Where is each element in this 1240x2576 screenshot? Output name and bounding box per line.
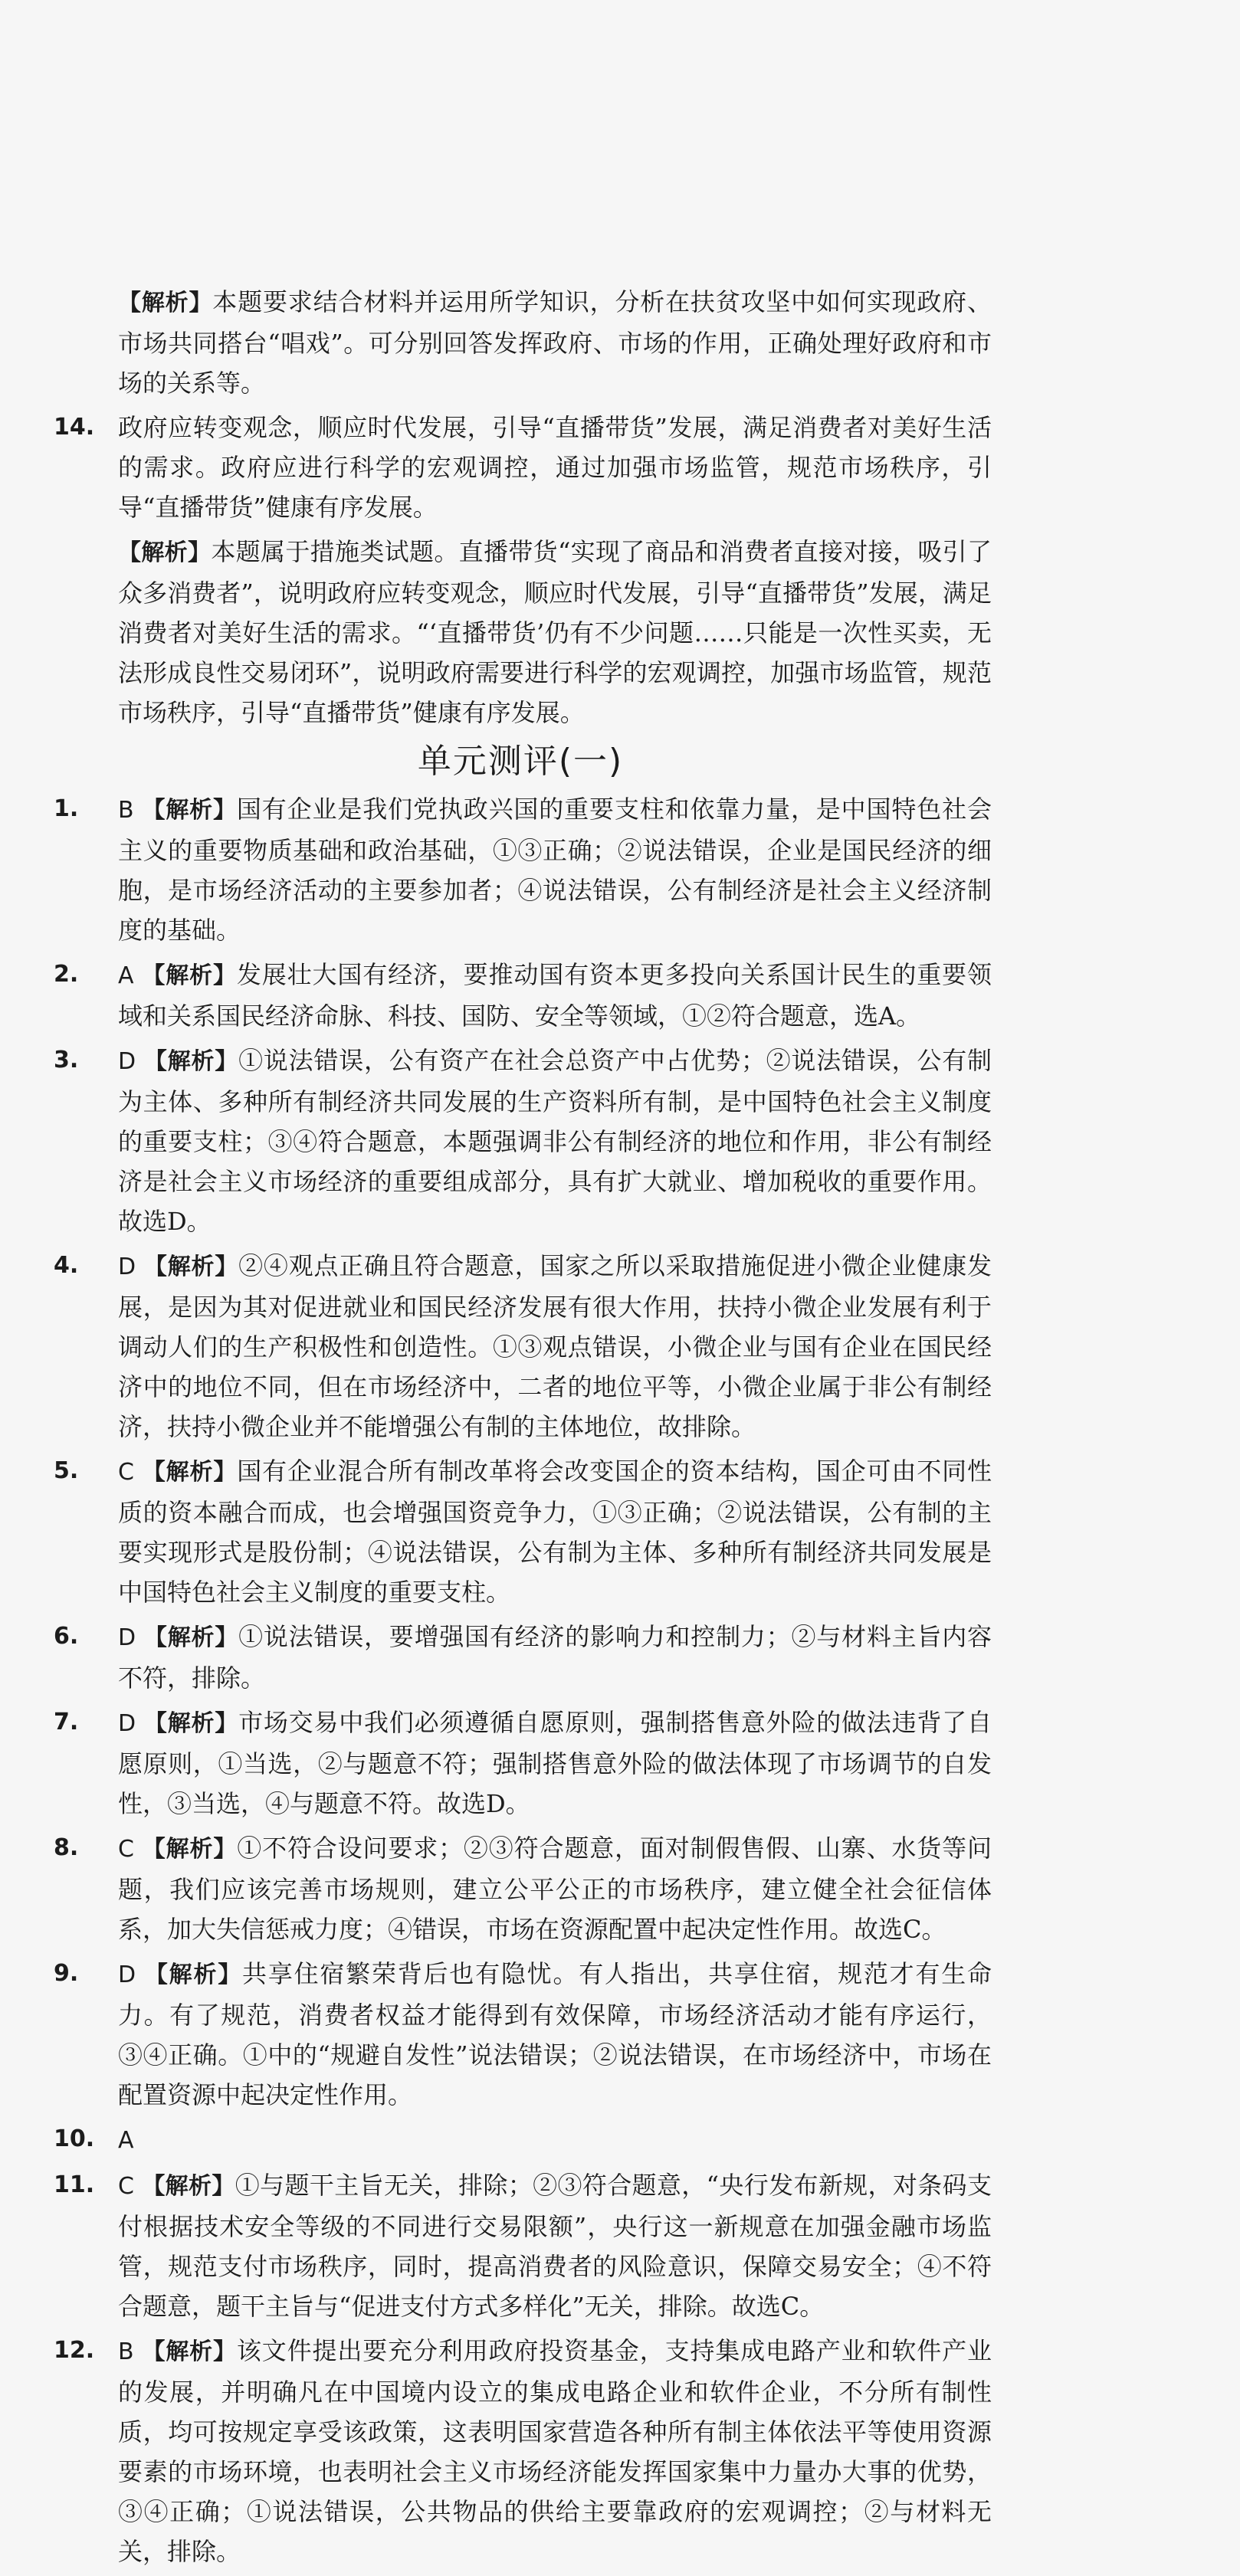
explanation-label: 【解析】 — [143, 1048, 239, 1075]
explanation-text: ①不符合设问要求；②③符合题意，面对制假售假、山寨、水货等问题，我们应该完善市场规则，建立公平公正的市场秩序，建立健全社会征信体系，加大失信惩戒力度；④错误，市场在资源配置中起决定性作用。故选C。 — [118, 1834, 992, 1944]
explanation-label: 【解析】 — [141, 1459, 238, 1486]
answer-item-12 — [49, 2331, 992, 2571]
explanation-text: ①说法错误，公有资产在社会总资产中占优势；②说法错误，公有制为主体、多种所有制经济共同发展的生产资料所有制，是中国特色社会主义制度的重要支柱；③④符合题意，本题强调非公有制经济的地位和作用，非公有制经济是社会主义市场经济的重要组成部分，具有扩大就业、增加税收的重要作用。故选D。 — [118, 1046, 992, 1236]
answer-item-9 — [49, 1954, 992, 2115]
question-number: 9. — [54, 1960, 79, 1987]
answer-choice: D — [118, 1710, 136, 1737]
answer-choice: D — [118, 1048, 136, 1075]
explanation-label: 【解析】 — [141, 962, 237, 989]
explanation-text: 国有企业混合所有制改革将会改变国企的资本结构，国企可由不同性质的资本融合而成，也会增强国资竞争力，①③正确；②说法错误，公有制的主要实现形式是股份制；④说法错误，公有制为主体、多种所有制经济共同发展是中国特色社会主义制度的重要支柱。 — [118, 1457, 992, 1607]
question-number: 14. — [54, 414, 95, 441]
explanation-label: 【解析】 — [143, 1710, 239, 1737]
answer-item-3 — [49, 1041, 992, 1241]
explanation-label: 【解析】 — [118, 539, 212, 566]
explanation-text: 市场交易中我们必须遵循自愿原则，强制搭售意外险的做法违背了自愿原则，①当选，②与题意不符；强制搭售意外险的做法体现了市场调节的自发性，③当选，④与题意不符。故选D。 — [118, 1708, 992, 1818]
question-number: 6. — [54, 1623, 79, 1650]
explanation-label: 【解析】 — [141, 2338, 237, 2365]
explanation-label: 【解析】 — [143, 1624, 239, 1651]
question-number: 10. — [54, 2125, 95, 2152]
question-number: 8. — [54, 1834, 79, 1861]
answer-item-6 — [49, 1617, 992, 1698]
answer-choice: D — [118, 1624, 136, 1651]
intro-explanation — [49, 282, 992, 403]
explanation-text: 共享住宿繁荣背后也有隐忧。有人指出，共享住宿，规范才有生命力。有了规范，消费者权益才能得到有效保障，市场经济活动才能有序运行，③④正确。①中的“规避自发性”说法错误；②说法错误，在市场经济中，市场在配置资源中起决定性作用。 — [118, 1959, 992, 2109]
question-number: 5. — [54, 1457, 79, 1484]
answer-choice: A — [118, 962, 134, 989]
explanation-text: 本题要求结合材料并运用所学知识，分析在扶贫攻坚中如何实现政府、市场共同搭台“唱戏”。可分别回答发挥政府、市场的作用，正确处理好政府和市场的关系等。 — [118, 287, 992, 398]
page-content — [49, 282, 992, 2576]
explanation-label: 【解析】 — [143, 1961, 243, 1988]
answer-choice: A — [118, 2127, 134, 2154]
answer-choice: C — [118, 2173, 134, 2200]
answer-choice: D — [118, 1961, 136, 1988]
question-14-explanation — [49, 532, 992, 732]
explanation-label: 【解析】 — [141, 797, 237, 824]
question-number: 12. — [54, 2337, 95, 2364]
answer-item-7 — [49, 1703, 992, 1824]
explanation-text: 发展壮大国有经济，要推动国有资本更多投向关系国计民生的重要领域和关系国民经济命脉、科技、国防、安全等领域，①②符合题意，选A。 — [118, 960, 992, 1031]
answer-item-10 — [49, 2119, 992, 2161]
explanation-label: 【解析】 — [143, 1254, 239, 1280]
section-title: 单元测评(一) — [417, 742, 624, 781]
explanation-text: 国有企业是我们党执政兴国的重要支柱和依靠力量，是中国特色社会主义的重要物质基础和政治基础，①③正确；②说法错误，企业是国民经济的细胞，是市场经济活动的主要参加者；④说法错误，公有制经济是社会主义经济制度的基础。 — [118, 795, 992, 945]
question-number: 11. — [54, 2171, 95, 2198]
answer-item-5 — [49, 1451, 992, 1612]
answer-choice: C — [118, 1459, 134, 1486]
explanation-text: 本题属于措施类试题。直播带货“实现了商品和消费者直接对接，吸引了众多消费者”，说明政府应转变观念，顺应时代发展，引导“直播带货”发展，满足消费者对美好生活的需求。“‘直播带货’仍有不少问题……只能是一次性买卖，无法形成良性交易闭环”，说明政府需要进行科学的宏观调控，加强市场监管，规范市场秩序，引导“直播带货”健康有序发展。 — [118, 537, 992, 727]
question-number: 4. — [54, 1252, 79, 1279]
explanation-text: ①与题干主旨无关，排除；②③符合题意，“央行发布新规，对条码支付根据技术安全等级的不同进行交易限额”，央行这一新规意在加强金融市场监管，规范支付市场秩序，同时，提高消费者的风险意识，保障交易安全；④不符合题意，题干主旨与“促进支付方式多样化”无关，排除。故选C。 — [118, 2171, 992, 2321]
answer-text: 政府应转变观念，顺应时代发展，引导“直播带货”发展，满足消费者对美好生活的需求。政府应进行科学的宏观调控，通过加强市场监管，规范市场秩序，引导“直播带货”健康有序发展。 — [118, 413, 992, 522]
explanation-text: 该文件提出要充分利用政府投资基金，支持集成电路产业和软件产业的发展，并明确凡在中国境内设立的集成电路企业和软件企业，不分所有制性质，均可按规定享受该政策，这表明国家营造各种所有制主体依法平等使用资源要素的市场环境，也表明社会主义市场经济能发挥国家集中力量办大事的优势，③④正确；①说法错误，公共物品的供给主要靠政府的宏观调控；②与材料无关，排除。 — [118, 2336, 992, 2566]
question-number: 2. — [54, 961, 79, 988]
answer-item-4 — [49, 1246, 992, 1447]
question-number: 1. — [54, 795, 79, 822]
question-number: 3. — [54, 1047, 79, 1073]
question-14-answer — [49, 408, 992, 527]
answer-choice: B — [118, 797, 134, 824]
answer-choice: C — [118, 1836, 134, 1863]
explanation-label: 【解析】 — [118, 290, 213, 316]
explanation-text: ②④观点正确且符合题意，国家之所以采取措施促进小微企业健康发展，是因为其对促进就业和国民经济发展有很大作用，扶持小微企业发展有利于调动人们的生产积极性和创造性。①③观点错误，小微企业与国有企业在国民经济中的地位不同，但在市场经济中，二者的地位平等，小微企业属于非公有制经济，扶持小微企业并不能增强公有制的主体地位，故排除。 — [118, 1251, 992, 1441]
answer-list — [49, 789, 992, 2571]
answer-choice: D — [118, 1254, 136, 1280]
explanation-label: 【解析】 — [141, 1836, 238, 1863]
explanation-label: 【解析】 — [141, 2173, 235, 2200]
explanation-text: ①说法错误，要增强国有经济的影响力和控制力；②与材料主旨内容不符，排除。 — [118, 1622, 992, 1693]
question-number: 7. — [54, 1709, 79, 1735]
answer-item-11 — [49, 2165, 992, 2326]
answer-item-1 — [49, 789, 992, 950]
answer-item-8 — [49, 1828, 992, 1949]
answer-item-2 — [49, 955, 992, 1036]
answer-choice: B — [118, 2338, 134, 2365]
